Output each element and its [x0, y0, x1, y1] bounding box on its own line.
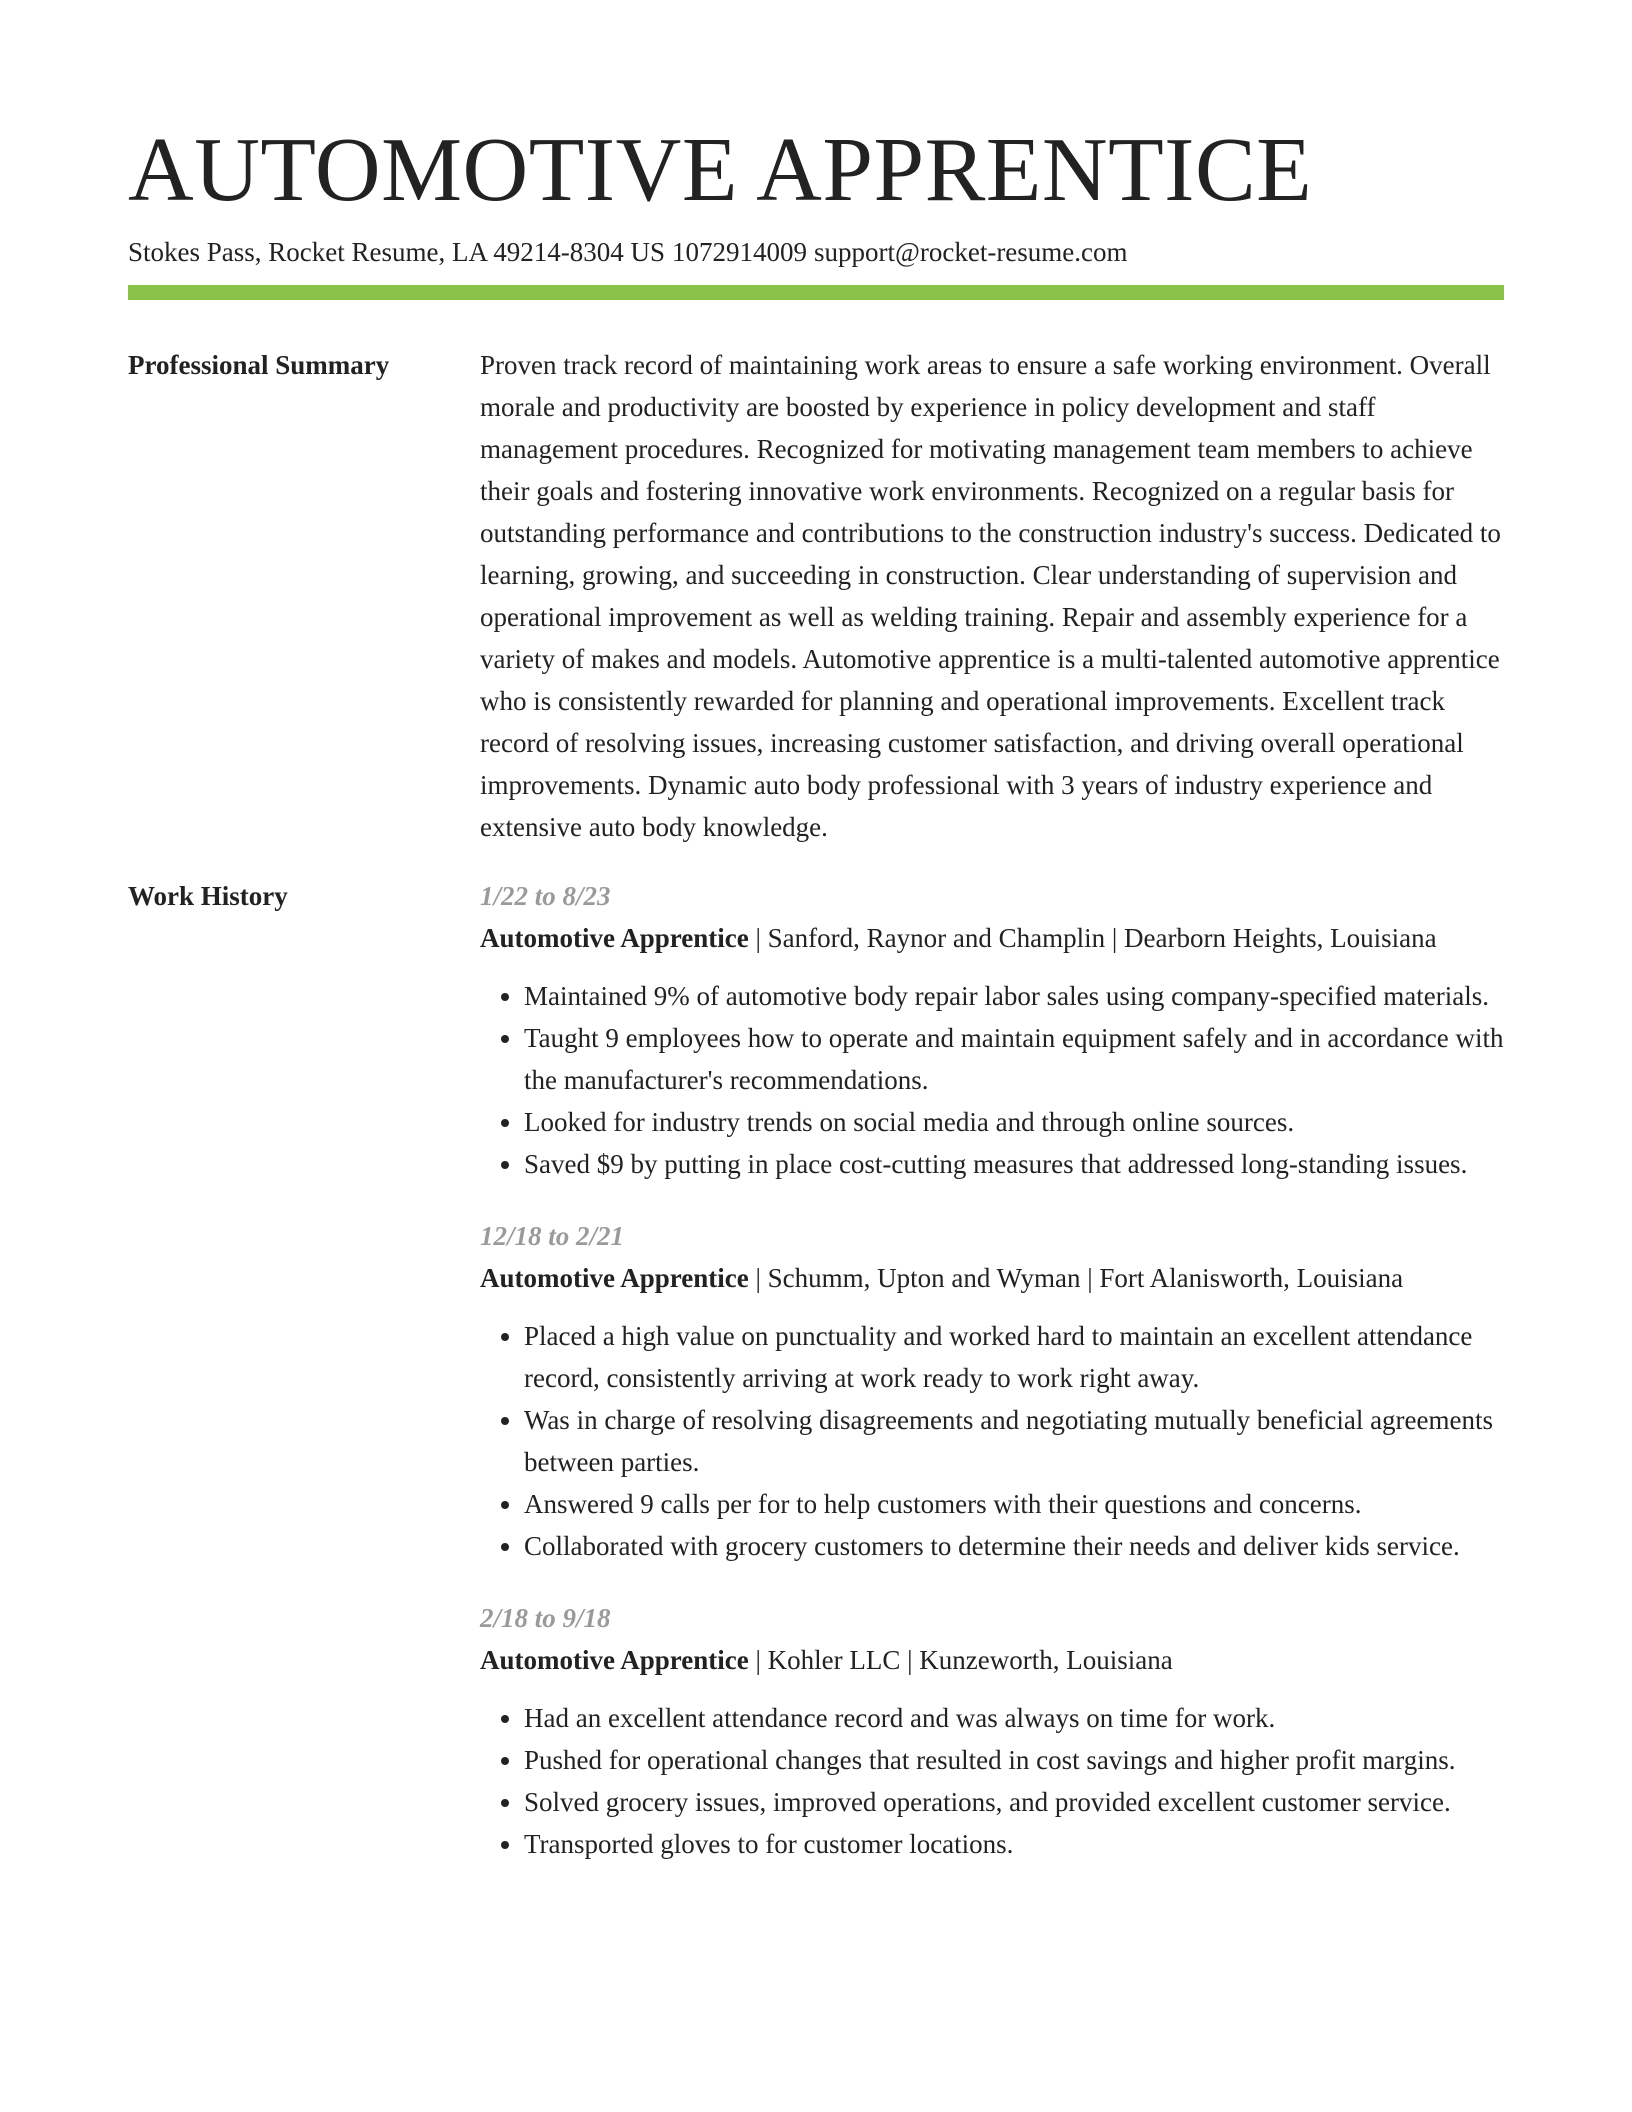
job-employer-location: | Sanford, Raynor and Champlin | Dearborn Heights, Louisiana — [748, 923, 1437, 953]
job-entry — [480, 1597, 1504, 1865]
job-bullet: • Placed a high value on punctuality and worked hard to maintain an excellent attendance record, consistently arriving at work ready to work right away. — [524, 1315, 1504, 1399]
job-bullet: • Transported gloves to for customer locations. — [524, 1823, 1504, 1865]
job-heading — [480, 1639, 1504, 1681]
job-bullet: • Was in charge of resolving disagreements and negotiating mutually beneficial agreements between parties. — [524, 1399, 1504, 1483]
job-bullet: • Looked for industry trends on social media and through online sources. — [524, 1101, 1504, 1143]
job-employer-location: | Schumm, Upton and Wyman | Fort Alanisworth, Louisiana — [748, 1263, 1404, 1293]
job-title: Automotive Apprentice — [480, 923, 749, 953]
contact-phone: 1072914009 — [672, 237, 807, 267]
professional-summary-section — [128, 350, 1504, 848]
header-divider — [128, 285, 1504, 300]
job-list — [480, 881, 1504, 1901]
job-heading — [480, 917, 1504, 959]
job-entry — [480, 1215, 1504, 1567]
job-title: Automotive Apprentice — [480, 1263, 749, 1293]
job-entry — [480, 875, 1504, 1185]
job-bullets — [480, 1315, 1504, 1567]
contact-email: support@rocket-resume.com — [814, 237, 1128, 267]
job-employer-location: | Kohler LLC | Kunzeworth, Louisiana — [748, 1645, 1173, 1675]
resume-name: AUTOMOTIVE APPRENTICE — [128, 119, 1313, 220]
job-bullets — [480, 975, 1504, 1185]
job-bullet: • Saved $9 by putting in place cost-cutting measures that addressed long-standing issues. — [524, 1143, 1504, 1185]
job-bullet: • Maintained 9% of automotive body repair labor sales using company-specified materials. — [524, 975, 1504, 1017]
job-bullet: • Solved grocery issues, improved operations, and provided excellent customer service. — [524, 1781, 1504, 1823]
contact-address: Stokes Pass, Rocket Resume, LA 49214-8304 US — [128, 237, 665, 267]
job-bullet: • Had an excellent attendance record and was always on time for work. — [524, 1697, 1504, 1739]
job-bullet: • Pushed for operational changes that resulted in cost savings and higher profit margins. — [524, 1739, 1504, 1781]
work-history-section — [128, 881, 1504, 1901]
resume-page — [128, 118, 1504, 1901]
job-dates: 2/18 to 9/18 — [480, 1603, 611, 1633]
job-bullet: • Collaborated with grocery customers to determine their needs and deliver kids service. — [524, 1525, 1504, 1567]
job-title: Automotive Apprentice — [480, 1645, 749, 1675]
job-heading — [480, 1257, 1504, 1299]
section-heading-summary: Professional Summary — [128, 350, 390, 380]
contact-line — [128, 234, 1504, 270]
summary-text: Proven track record of maintaining work areas to ensure a safe working environment. Overall morale and productivity are boosted by experience in policy development and staff management procedures. Recognized for motivating management team members to achieve their goals and fostering innovative work environments. Recognized on a regular basis for outstanding performance and contributions to the construction industry's success. Dedicated to learning, growing, and succeeding in construction. Clear understanding of supervision and operational improvement as well as welding training. Repair and assembly experience for a variety of makes and models. Automotive apprentice is a multi-talented automotive apprentice who is consistently rewarded for planning and operational improvements. Excellent track record of resolving issues, increasing customer satisfaction, and driving overall operational improvements. Dynamic auto body professional with 3 years of industry experience and extensive auto body knowledge. — [480, 350, 1501, 842]
section-heading-work: Work History — [128, 881, 288, 911]
job-dates: 12/18 to 2/21 — [480, 1221, 625, 1251]
job-bullet: • Answered 9 calls per for to help customers with their questions and concerns. — [524, 1483, 1504, 1525]
job-bullet: • Taught 9 employees how to operate and maintain equipment safely and in accordance with the manufacturer's recommendations. — [524, 1017, 1504, 1101]
job-dates: 1/22 to 8/23 — [480, 881, 611, 911]
job-bullets — [480, 1697, 1504, 1865]
